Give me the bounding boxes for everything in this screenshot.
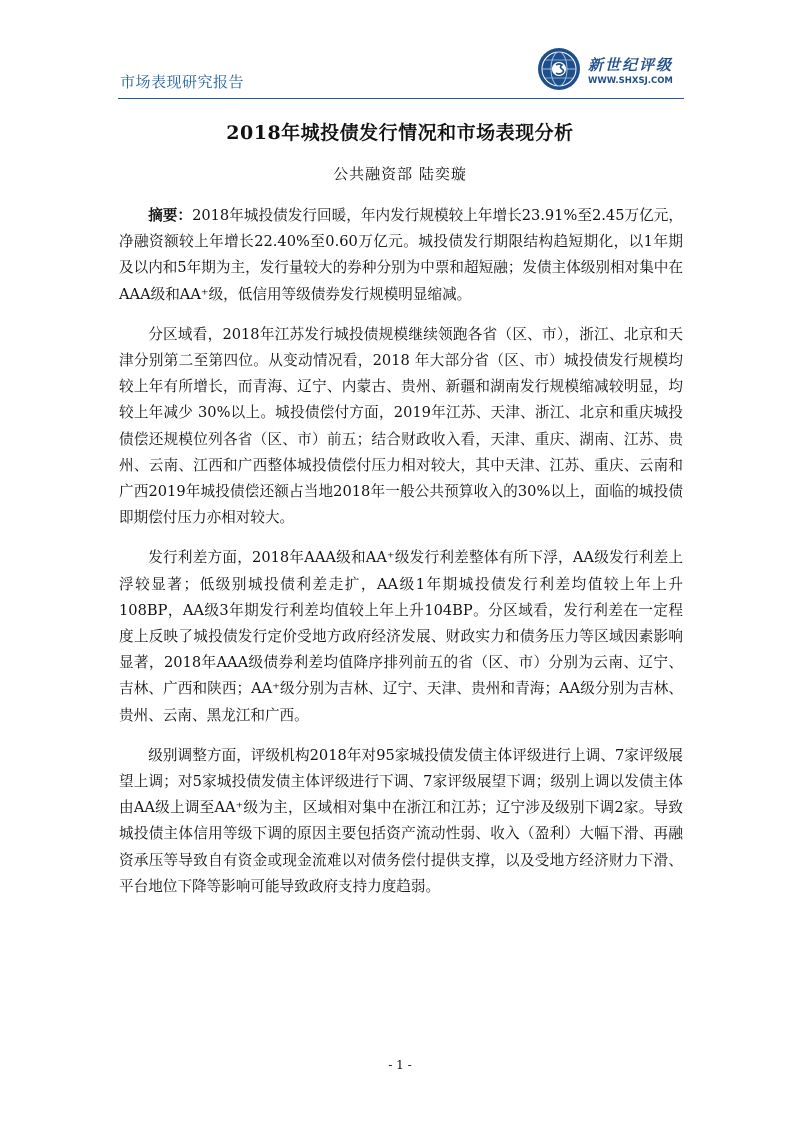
document-body [119,203,683,914]
page-number: - 1 - [388,1058,412,1072]
logo-url: WWW.SHXSJ.COM [588,76,673,86]
abstract-text: 2018年城投债发行回暖，年内发行规模较上年增长23.91%至2.45万亿元，净融资额较上年增长22.40%至0.60万亿元。城投债发行期限结构趋短期化，以1年期及以内和5年期为主，发行量较大的券种分别为中票和超短融；发债主体级别相对集中在AAA级和AA⁺级，低信用等级债券发行规模明显缩减。 [119,207,683,303]
paragraph-rating-adjustment: 级别调整方面，评级机构2018年对95家城投债发债主体评级进行上调、7家评级展望上调；对5家城投债发债主体评级进行下调、7家评级展望下调；级别上调以发债主体由AA级上调至AA⁺级为主，区域相对集中在浙江和江苏；辽宁涉及级别下调2家。导致城投债主体信用等级下调的原因主要包括资产流动性弱、收入（盈利）大幅下滑、再融资承压等导致自有资金或现金流难以对债务偿付提供支撑，以及受地方经济财力下滑、平台地位下降等影响可能导致政府支持力度趋弱。 [119,746,683,895]
logo-name: 新世纪评级 [588,56,674,74]
report-section-label: 市场表现研究报告 [120,73,245,91]
paragraph-regional: 分区域看，2018年江苏发行城投债规模继续领跑各省（区、市），浙江、北京和天津分别第二至第四位。从变动情况看，2018 年大部分省（区、市）城投债发行规模均较上年有所增长，而青海、辽宁、内蒙古、贵州、新疆和湖南发行规模缩减较明显，均较上年减少 30%以上。城投债偿付方面，2019年江苏、天津、浙江、北京和重庆城投债偿还规模位列各省（区、市）前五；结合财政收入看，天津、重庆、湖南、江苏、贵州、云南、江西和广西整体城投债偿付压力相对较大，其中天津、江苏、重庆、云南和广西2019年城投债偿还额占当地2018年一般公共预算收入的30%以上，面临的城投债即期偿付压力亦相对较大。 [119,325,683,527]
abstract-label: 摘要： [148,207,193,224]
paragraph-spread: 发行利差方面，2018年AAA级和AA⁺级发行利差整体有所下浮，AA级发行利差上浮较显著；低级别城投债利差走扩，AA级1年期城投债发行利差均值较上年上升108BP，AA级3年期发行利差均值较上年上升104BP。分区域看，发行利差在一定程度上反映了城投债发行定价受地方政府经济发展、财政实力和债务压力等区域因素影响显著，2018年AAA级债券利差均值降序排列前五的省（区、市）分别为云南、辽宁、吉林、广西和陕西；AA⁺级分别为吉林、辽宁、天津、贵州和青海；AA级分别为吉林、贵州、云南、黑龙江和广西。 [119,549,683,724]
document-author: 公共融资部 陆奕璇 [333,165,467,183]
document-title: 2018年城投债发行情况和市场表现分析 [226,122,574,144]
page-header [118,44,684,99]
abstract-paragraph [119,203,683,308]
company-logo [534,44,684,94]
globe-emblem-icon [536,46,582,92]
